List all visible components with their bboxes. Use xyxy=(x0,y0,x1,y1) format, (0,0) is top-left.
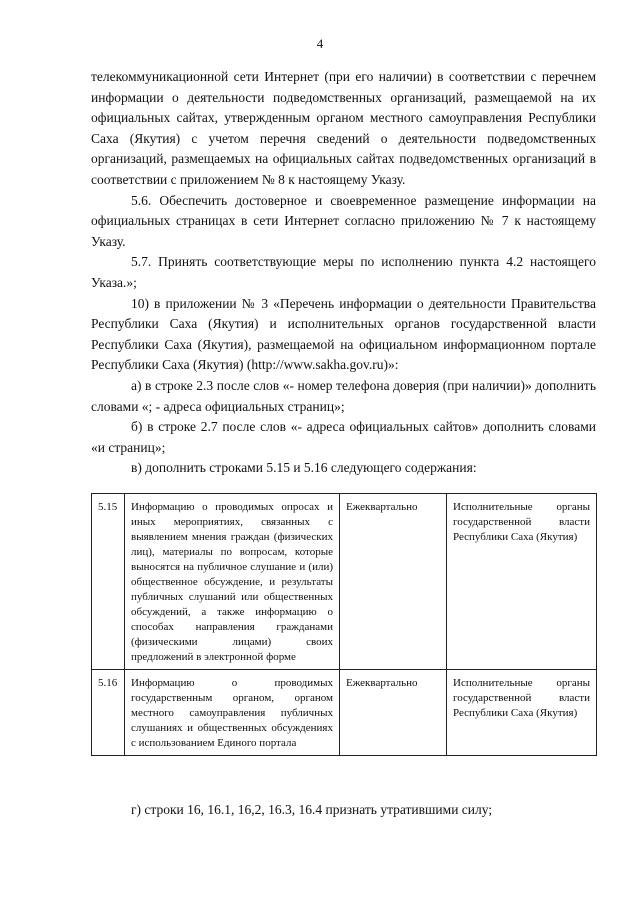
row-responsible: Исполнительные органы государственной власти Республики Саха (Якутия) xyxy=(447,670,597,756)
paragraph: 10) в приложении № 3 «Перечень информации о деятельности Правительства Республики Саха (Якутия) и исполнительных органов государственной власти Республики Саха (Якутия), размещаемой на официальном информационном портале Республики Саха (Якутия) (http://www.sakha.gov.ru)»: xyxy=(91,295,596,373)
row-info: Информацию о проводимых опросах и иных мероприятиях, связанных с выявлением мнения граждан (физических лиц), материалы по вопросам, которые выносятся на публичное слушание и (или) общественное обсуждение, и результаты публичных слушаний или общественных обсуждений, а также информацию о способах направления гражданами (физическими лицами) своих предложений в электронной форме xyxy=(125,494,340,670)
document-body xyxy=(91,67,596,479)
table-row xyxy=(92,670,597,756)
row-number: 5.16 xyxy=(92,670,125,756)
closing-line: г) строки 16, 16.1, 16,2, 16.3, 16.4 признать утратившими силу; xyxy=(131,802,493,817)
page-number: 4 xyxy=(316,36,324,51)
paragraph: 5.6. Обеспечить достоверное и своевременное размещение информации на официальных страницах в сети Интернет согласно приложению № 7 к настоящему Указу. xyxy=(91,192,596,249)
paragraph: а) в строке 2.3 после слов «- номер телефона доверия (при наличии)» дополнить словами «; - адреса официальных страниц»; xyxy=(91,377,596,414)
paragraph: в) дополнить строками 5.15 и 5.16 следующего содержания: xyxy=(131,460,477,476)
row-period: Ежеквартально xyxy=(340,494,447,670)
row-info: Информацию о проводимых государственным органом, органом местного самоуправления публичных слушаниях и общественных обсуждениях с использованием Единого портала xyxy=(125,670,340,756)
info-table xyxy=(91,493,597,756)
row-number: 5.15 xyxy=(92,494,125,670)
paragraph: б) в строке 2.7 после слов «- адреса официальных сайтов» дополнить словами «и страниц»; xyxy=(91,419,596,455)
row-responsible: Исполнительные органы государственной власти Республики Саха (Якутия) xyxy=(447,494,597,670)
table-row xyxy=(92,494,597,670)
paragraph: телекоммуникационной сети Интернет (при его наличии) в соответствии с перечнем информации о деятельности подведомственных организаций, размещаемой на их официальных сайтах, утвержденным органом местного самоуправления Республики Саха (Якутия) с учетом перечня сведений о деятельности подведомственных организаций, размещаемых на официальных сайтах подведомственных организаций в соответствии с приложением № 8 к настоящему Указу. xyxy=(91,69,596,187)
row-period: Ежеквартально xyxy=(340,670,447,756)
paragraph: 5.7. Принять соответствующие меры по исполнению пункта 4.2 настоящего Указа.»; xyxy=(91,254,596,290)
